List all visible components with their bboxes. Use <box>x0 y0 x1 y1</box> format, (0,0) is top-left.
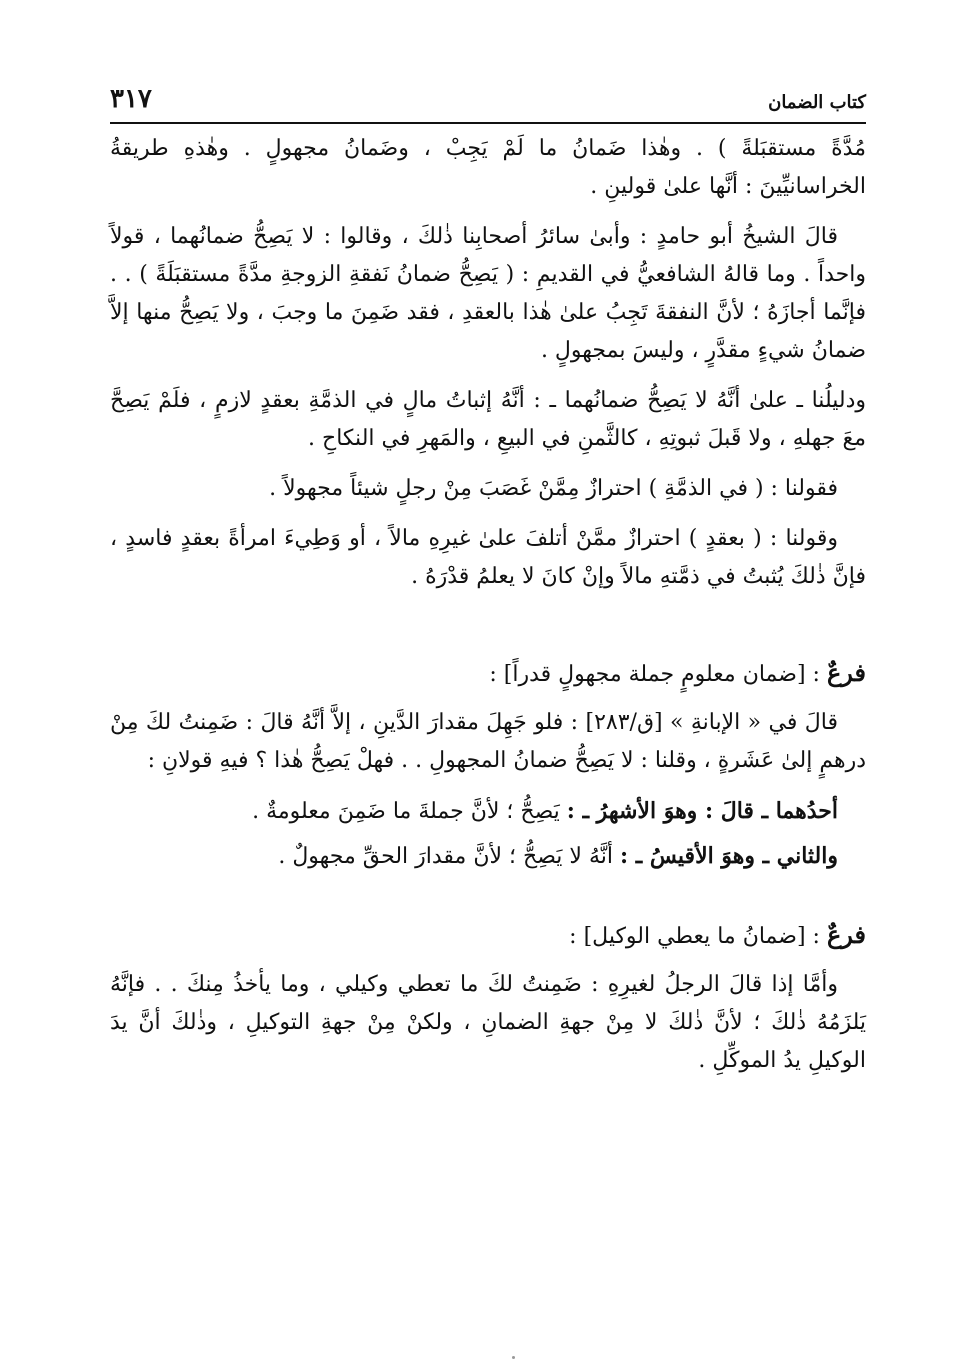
page-body <box>110 130 866 1092</box>
page-header <box>110 80 866 120</box>
spacer <box>110 608 866 654</box>
branch-label: فرعٌ <box>826 920 866 949</box>
branch-label: فرعٌ <box>826 658 866 687</box>
paragraph-4: فقولنا : ( في الذمَّةِ ) احترازٌ مِمَّنْ غَصَبَ مِنْ رجلٍ شيئاً مجهولاً . <box>269 476 838 501</box>
branch-2-text: وأمَّا إذا قالَ الرجلُ لغيرِهِ : ضَمِنتُ لكَ ما تعطي وكيلي ، وما يأخذُ مِنكَ . . فإنَّهُ يَلزَمُهُ ذٰلكَ ؛ لأنَّ ذٰلكَ لا مِنْ جهةِ الضمانِ ، ولكنْ مِنْ جهةِ التوكيلِ ، وذٰلكَ أنَّ يدَ الوكيلِ يدُ الموكِّلِ . <box>110 972 866 1073</box>
branch-title: : [ضمانُ ما يعطي الوكيل] : <box>569 924 820 949</box>
opinion-1-text: يَصِحُّ ؛ لأنَّ جملةَ ما ضَمِنَ معلومةٌ . <box>252 799 560 824</box>
branch-title: : [ضمان معلومٍ جملة مجهولٍ قدراً] : <box>489 662 820 687</box>
paragraph-2: قالَ الشيخُ أبو حامدٍ : وأبىٰ سائرُ أصحابِنا ذٰلكَ ، وقالوا : لا يَصِحُّ ضمانُهما ، قولاً واحداً . وما قالهُ الشافعيُّ في القديمِ : ( يَصِحُّ ضمانُ نَفقةِ الزوجةِ مدَّةً مستقبَلَةً ) . . فإنَّما أجازَهُ ؛ لأنَّ النفقةَ تَجِبُ علىٰ هٰذا بالعقدِ ، فقد ضَمِنَ ما وجبَ ، ولا يَصِحُّ منها إلاَّ ضمانُ شيءٍ مقدَّرٍ ، وليسَ بمجهولٍ . <box>110 224 866 363</box>
running-title: كتاب الضمان <box>768 92 866 113</box>
header-rule <box>110 122 866 124</box>
opinion-1 <box>110 792 866 831</box>
opinion-2 <box>110 837 866 876</box>
scan-speck <box>512 1356 515 1359</box>
paragraph-5: وقولنا : ( بعقدٍ ) احترازٌ ممَّنْ أتلفَ علىٰ غيرِهِ مالاً ، أو وَطِيءَ امرأةً بعقدٍ فاسدٍ ، فإنَّ ذٰلكَ يُثبتُ في ذمَّتهِ مالاً وإنْ كانَ لا يعلمُ قدْرَهُ . <box>110 526 866 589</box>
paragraph-1: مُدَّةً مستقبَلةً ) . وهٰذا ضَمانُ ما لَمْ يَجِبْ ، وضَمانُ مجهولٍ . وهٰذهِ طريقةُ الخراسانيِّينَ : أنَّها علىٰ قولينِ . <box>110 136 866 199</box>
branch-heading-1 <box>110 654 866 694</box>
branch-1-text: قالَ في « الإبانةِ » [ق/٢٨٣] : فلو جَهِلَ مقدارَ الدَّينِ ، إلاَّ أنَّهُ قالَ : ضَمِنتُ لكَ مِنْ درهمٍ إلىٰ عَشَرةٍ ، وقلنا : لا يَصِحُّ ضمانُ المجهولِ . . فهلْ يَصِحُّ هٰذا ؟ فيهِ قولانِ : <box>110 710 866 773</box>
branch-heading-2 <box>110 916 866 956</box>
opinion-2-text: أنَّهُ لا يَصِحُّ ؛ لأنَّ مقدارَ الحقِّ مجهولٌ . <box>278 844 613 869</box>
page-number: ٣١٧ <box>110 84 152 114</box>
opinion-2-lead: والثاني ـ وهوَ الأقيسُ ـ : <box>619 843 838 869</box>
paragraph-3: ودليلُنا ـ علىٰ أنَّهُ لا يَصِحُّ ضمانُهما ـ : أنَّهُ إثباتُ مالٍ في الذمَّةِ بعقدٍ لازمٍ ، فلَمْ يَصِحَّ معَ جهلهِ ، ولا قَبلَ ثبوتِهِ ، كالثَّمنِ في البيعِ ، والمَهرِ في النكاحِ . <box>110 388 866 451</box>
opinion-1-lead: أحدُهما ـ قالَ : وهوَ الأشهرُ ـ : <box>566 798 838 824</box>
spacer <box>110 882 866 916</box>
